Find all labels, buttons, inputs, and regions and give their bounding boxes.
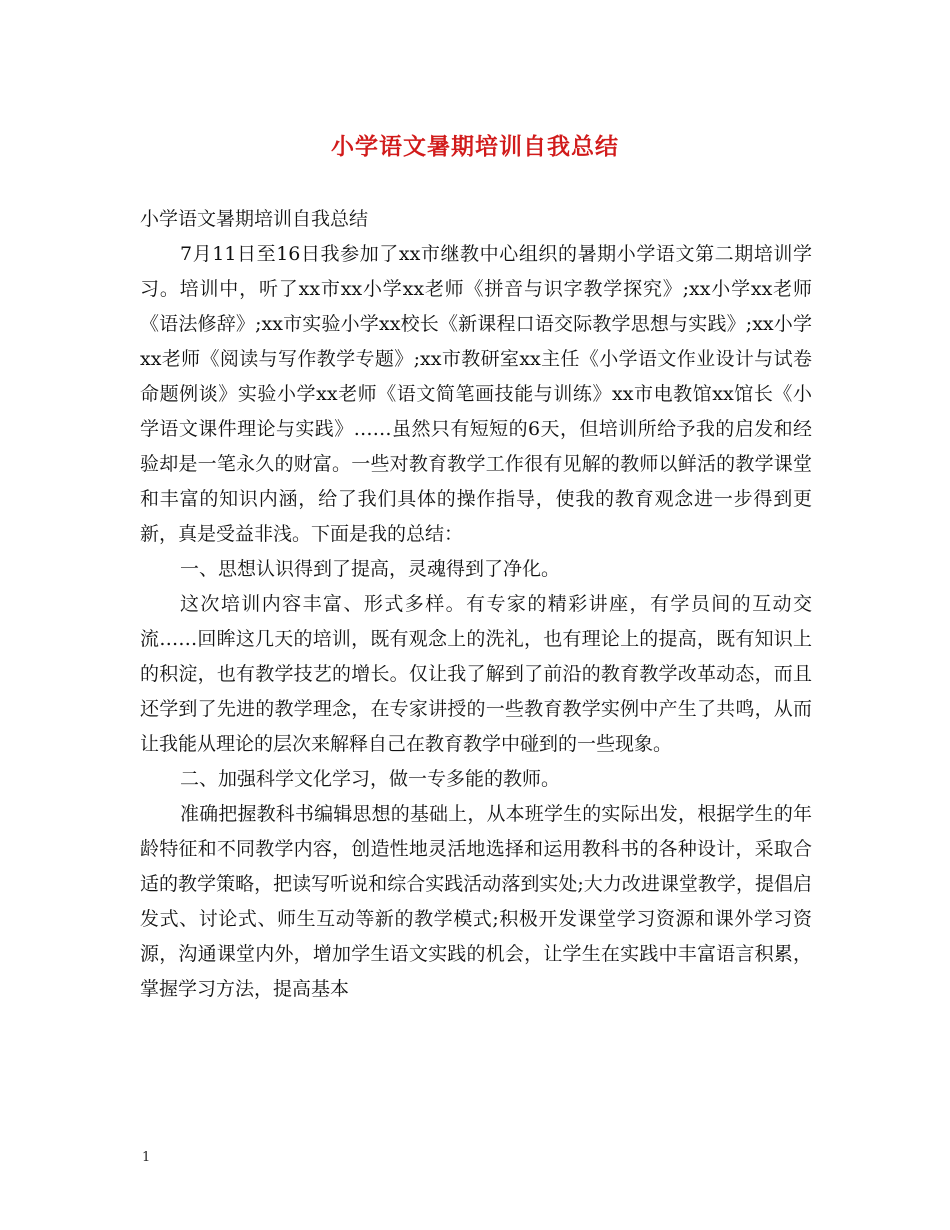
section-heading-2: 二、加强科学文化学习，做一专多能的教师。 — [180, 768, 561, 790]
document-body — [140, 202, 812, 1007]
document-title: 小学语文暑期培训自我总结 — [331, 133, 619, 160]
subtitle-paragraph: 小学语文暑期培训自我总结 — [140, 208, 369, 230]
intro-paragraph: 7月11日至16日我参加了xx市继教中心组织的暑期小学语文第二期培训学习。培训中，听了xx市xx小学xx老师《拼音与识字教学探究》;xx小学xx老师《语法修辞》;xx市实验小学xx校长《新课程口语交际教学思想与实践》;xx小学xx老师《阅读与写作教学专题》;xx市教研室xx主任《小学语文作业设计与试卷命题例谈》实验小学xx老师《语文简笔画技能与训练》xx市电教馆xx馆长《小学语文课件理论与实践》……虽然只有短短的6天，但培训所给予我的启发和经验却是一笔永久的财富。一些对教育教学工作很有见解的教师以鲜活的教学课堂和丰富的知识内涵，给了我们具体的操作指导，使我的教育观念进一步得到更新，真是受益非浅。下面是我的总结： — [140, 243, 812, 545]
section-heading-1: 一、思想认识得到了提高，灵魂得到了净化。 — [180, 558, 561, 580]
section-2-paragraph: 准确把握教科书编辑思想的基础上，从本班学生的实际出发，根据学生的年龄特征和不同教学内容，创造性地灵活地选择和运用教科书的各种设计，采取合适的教学策略，把读写听说和综合实践活动落到实处;大力改进课堂教学，提倡启发式、讨论式、师生互动等新的教学模式;积极开发课堂学习资源和课外学习资源，沟通课堂内外，增加学生语文实践的机会，让学生在实践中丰富语言积累，掌握学习方法，提高基本 — [140, 803, 812, 1000]
section-1-paragraph: 这次培训内容丰富、形式多样。有专家的精彩讲座，有学员间的互动交流……回眸这几天的培训，既有观念上的洗礼，也有理论上的提高，既有知识上的积淀，也有教学技艺的增长。仅让我了解到了前沿的教育教学改革动态，而且还学到了先进的教学理念，在专家讲授的一些教育教学实例中产生了共鸣，从而让我能从理论的层次来解释自己在教育教学中碰到的一些现象。 — [140, 593, 812, 755]
page-number: 1 — [142, 1150, 151, 1165]
